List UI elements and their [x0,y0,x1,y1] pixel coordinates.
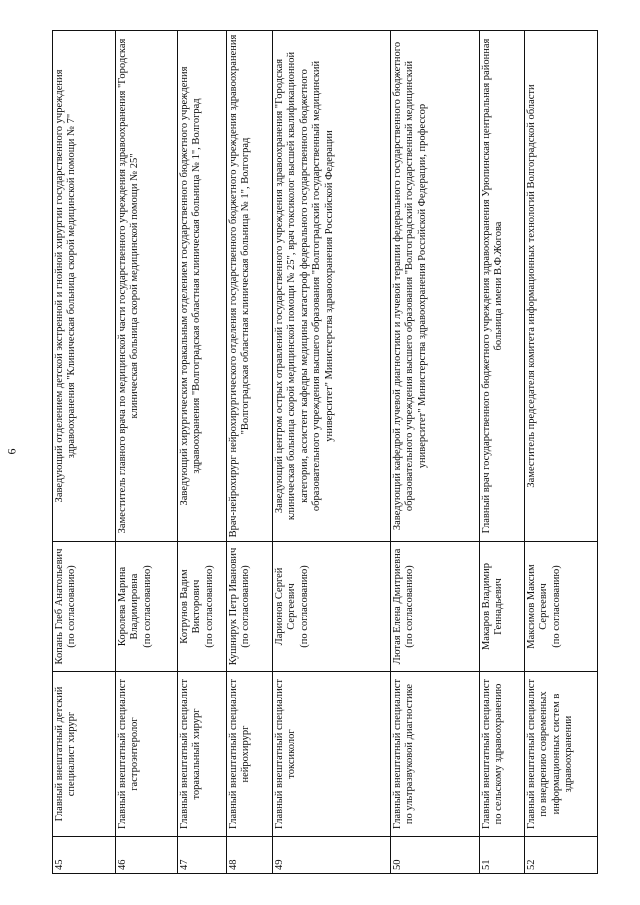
row-number: 50 [391,837,480,874]
position-cell: Главный внештатный специалист гастроэнтеролог [116,672,178,837]
person-name: Кушнирук Петр Иванович [228,547,239,666]
job-cell: Заведующий отделением детской экстренной и гнойной хирургии государственного учреждения здравоохранения "Клиническая больница скорой медицинской помощи № 7" [53,31,116,542]
position-cell: Главный внештатный специалист по внедрению современных информационных систем в здравоохранении [525,672,598,837]
position-cell: Главный внештатный специалист по ультразвуковой диагностике [391,672,480,837]
person-cell [391,542,480,672]
job-cell: Заведующий центром острых отравлений государственного учреждения здравоохранения "Городская клиническая больница скорой медицинской помощи № 25", врач токсиколог высшей квалификационной категории, ассистент кафедры медицины катастроф федерального государственного бюджетного образовательного учреждения высшего образования "Волгоградский государственный медицинский университет" Министерства здравоохранения Российской Федерации [273,31,391,542]
table-row [525,31,598,874]
person-name: Максимов Максим Сергеевич [526,564,550,649]
job-cell: Заместитель главного врача по медицинской части государственного учреждения здравоохранения "Городская клиническая больница скорой медицинской помощи № 25" [116,31,178,542]
job-cell: Заместитель председателя комитета информационных технологий Волгоградской области [525,31,598,542]
job-cell: Главный врач государственного бюджетного учреждения здравоохранения Урюпинская центральная районная больница имени В.Ф.Жогова [480,31,525,542]
position-cell: Главный внештатный специалист токсиколог [273,672,391,837]
row-number: 48 [227,837,273,874]
page-number: 6 [4,448,19,455]
table-row [53,31,116,874]
staff-table [52,30,598,874]
person-name: Котрунов Вадим Викторович [179,569,203,644]
row-number: 45 [53,837,116,874]
person-name: Макаров Владимир Геннадьевич [481,562,505,651]
person-cell [525,542,598,672]
row-number: 49 [273,837,391,874]
position-cell: Главный внештатный детский специалист хирург [53,672,116,837]
agreement-note: (по согласованию) [240,565,252,648]
person-cell [480,542,525,672]
person-cell [116,542,178,672]
position-cell: Главный внештатный специалист нейрохирург [227,672,273,837]
job-cell: Заведующий кафедрой лучевой диагностики и лучевой терапии федерального государственного бюджетного образовательного учреждения высшего образования "Волгоградский государственный медицинский университет" Министерства здравоохранения Российской Федерации, профессор [391,31,480,542]
agreement-note: (по согласованию) [550,565,562,648]
position-cell: Главный внештатный специалист торакальный хирург [178,672,227,837]
table-row [227,31,273,874]
row-number: 47 [178,837,227,874]
table-row [480,31,525,874]
job-cell: Врач-нейрохирург нейрохирургического отделения государственного бюджетного учреждения здравоохранения "Волгоградская областная клиническая больница № 1", Волгоград [227,31,273,542]
table-frame [52,31,597,874]
agreement-note: (по согласованию) [203,565,215,648]
agreement-note: (по согласованию) [404,565,416,648]
person-name: Ларионов Сергей Сергеевич [274,567,298,646]
agreement-note: (по согласованию) [298,565,310,648]
position-cell: Главный внештатный специалист по сельскому здравоохранению [480,672,525,837]
row-number: 52 [525,837,598,874]
table-row [116,31,178,874]
person-cell [227,542,273,672]
person-cell [273,542,391,672]
person-name: Королева Марина Владимировна [117,566,141,647]
table-row [178,31,227,874]
job-cell: Заведующий хирургическим торакальным отделением государственного бюджетного учреждения здравоохранения "Волгоградская областная клиническая больница № 1", Волгоград [178,31,227,542]
person-name: Лютая Елена Дмитриевна [392,548,403,665]
person-cell [53,542,116,672]
person-name: Копань Глеб Анатольевич [54,548,65,665]
table-row [273,31,391,874]
rotated-table-wrapper [52,31,597,874]
row-number: 51 [480,837,525,874]
agreement-note: (по согласованию) [66,565,78,648]
agreement-note: (по согласованию) [141,565,153,648]
person-cell [178,542,227,672]
table-row [391,31,480,874]
row-number: 46 [116,837,178,874]
